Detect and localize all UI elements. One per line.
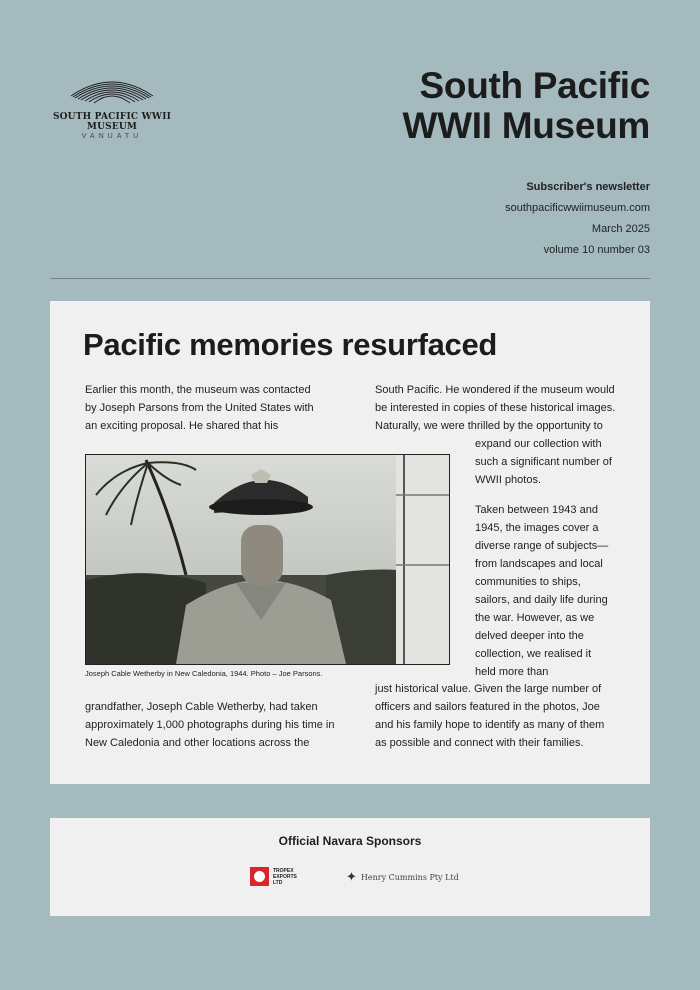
- col1-top-text: Earlier this month, the museum was contacted by Joseph Parsons from the United States with an exciting proposal. He shared that his: [85, 384, 314, 432]
- article-card: [50, 301, 650, 784]
- logo-name-line1: SOUTH PACIFIC WWII: [52, 112, 172, 122]
- tropex-mark-icon: [250, 867, 269, 886]
- issue-date: March 2025: [591, 223, 650, 235]
- col2-narrow-paragraph-2: Taken between 1943 and 1945, the images cover a diverse range of subjects—from landscapes and local communities to ships, sailors, and daily life during the war. However, as we delved deeper into the collection, we realised it held more than: [475, 504, 609, 678]
- col2-narrow-paragraph-1: expand our collection with such a significant number of WWII photos.: [475, 438, 612, 486]
- col2-bottom-text: just historical value. Given the large number of officers and sailors featured in the photos, Joe and his family hope to identify as many of them as possible and connect with their families.: [375, 683, 605, 749]
- sponsors-title: Official Navara Sponsors: [278, 834, 422, 848]
- header-divider: [50, 278, 650, 279]
- article-headline: Pacific memories resurfaced: [83, 327, 498, 362]
- logo-name-line2: MUSEUM: [86, 122, 138, 132]
- henry-name: Henry Cummins Pty Ltd: [360, 873, 459, 882]
- col1-bottom-text: grandfather, Joseph Cable Wetherby, had taken approximately 1,000 photographs during his time in New Caledonia and other locations across the: [85, 701, 335, 749]
- photo-caption: Joseph Cable Wetherby in New Caledonia, 1944. Photo – Joe Parsons.: [85, 669, 323, 678]
- website-link[interactable]: southpacificwwiimuseum.com: [505, 202, 650, 214]
- palm-arc-logo-icon: [67, 74, 157, 104]
- newsletter-label: Subscriber's newsletter: [526, 181, 650, 193]
- sponsor-tropex-logo[interactable]: [250, 867, 307, 886]
- compass-star-icon: ✦: [346, 870, 357, 885]
- sponsor-henry-logo[interactable]: [346, 870, 459, 885]
- title-line2: WWII Museum: [402, 105, 650, 146]
- article-photo: [85, 454, 450, 665]
- logo-name: [48, 112, 176, 132]
- col2-top-text: South Pacific. He wondered if the museum would be interested in copies of these historical images. Naturally, we were thrilled by the opportunity to: [375, 384, 616, 432]
- sponsors-panel: [50, 818, 650, 916]
- museum-logo: [48, 74, 176, 140]
- tropex-name: TROPEX EXPORTS LTD: [273, 867, 297, 886]
- logo-subtitle: VANUATU: [81, 133, 143, 140]
- newsletter-meta: [505, 180, 650, 264]
- page-title: [403, 66, 650, 146]
- title-line1: South Pacific: [419, 65, 650, 106]
- issue-volume: volume 10 number 03: [543, 244, 650, 256]
- portrait-photo-image: [86, 455, 449, 664]
